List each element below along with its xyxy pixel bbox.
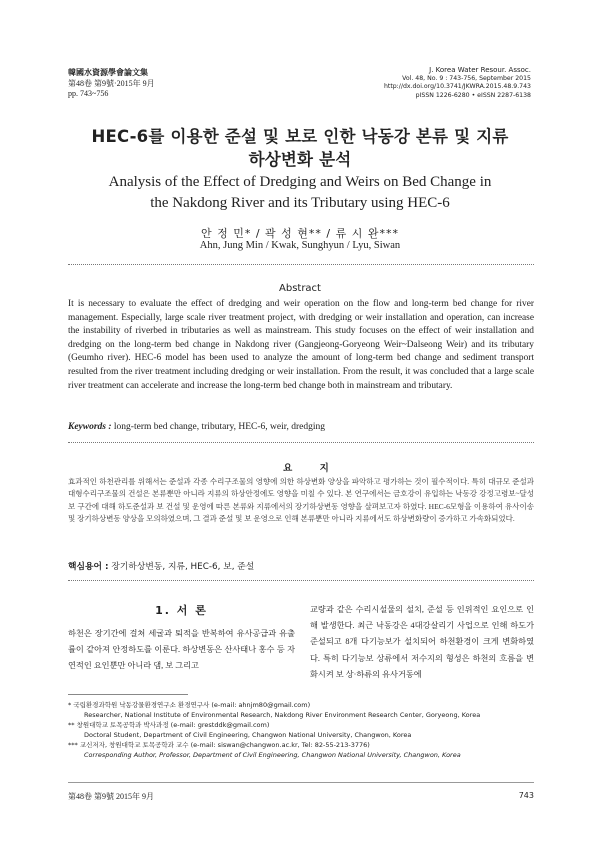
journal-name-ko: 韓國水資源學會論文集 [68,68,148,77]
volume-en: Vol. 48, No. 9 : 743-756, September 2015 [402,74,531,82]
keywords-ko [68,559,254,572]
yoyak-heading: 요 지 [283,463,341,474]
doi-link[interactable]: http://dx.doi.org/10.3741/JKWRA.2015.48.9.743 [383,83,531,91]
divider-mid [68,442,534,443]
title-en-line1: Analysis of the Effect of Dredging and Weirs on Bed Change in [108,174,492,190]
footnote-3-en: Corresponding Author, Professor, Department of Civil Engineering, Changwon National University, Changwon, Korea [84,751,461,759]
footnote-1-en: Researcher, National Institute of Environmental Research, Nakdong River Environment Research Center, Goryeong, Korea [84,711,481,719]
title-ko-line2: 하상변화 분석 [248,150,352,169]
title-en-line2: the Nakdong River and its Tributary using HEC-6 [150,195,450,211]
footnote-rule [68,694,188,695]
section-heading-intro: 1. 서 론 [155,604,208,617]
footnote-ko: 국립환경과학원 낙동강물환경연구소 환경연구사 (e-mail: ahnjm80@gmail.com) [73,701,311,709]
divider-bottom [68,580,534,581]
intro-right-column: 교량과 같은 수리시설물의 설치, 준설 등 인위적인 요인으로 인해 발생한다. 최근 낙동강은 4대강살리기 사업으로 인해 하도가 준설되고 8개 다기능보가 설치되어 하천환경이 크게 변화하였다. 특히 다기능보 상류에서 저수지의 형성은 하천의 흐름을 변화시켜 보 상·하류의 유사거동에 [310,605,534,679]
authors-english: Ahn, Jung Min / Kwak, Sunghyun / Lyu, Siwan [199,240,401,251]
title-korean [0,125,600,171]
title-ko-line1: HEC-6를 이용한 준설 및 보로 인한 낙동강 본류 및 지류 [91,127,509,146]
footnote-ko: 창원대학교 토목공학과 박사과정 (e-mail: grestddk@gmail.com) [76,721,270,729]
authors-korean: 안 정 민* / 곽 성 현** / 류 시 완*** [200,227,399,240]
footnote-ko: 교신저자, 창원대학교 토목공학과 교수 (e-mail: siswan@changwon.ac.kr, Tel: 82-55-213-3776) [79,741,370,749]
keywords-ko-value: 장기하상변동, 지류, HEC-6, 보, 준설 [111,562,255,572]
abstract-text: It is necessary to evaluate the effect of dredging and weir operation on the flow and long-term bed change for river management. Especially, large scale river treatment project, with dredging or weir installation and operation, can increase the instability of riverbed in tributaries as well as mainstream. This study focuses on the effect of weir installation and dredging on the long-term bed change in Nakdong river (Gangjeong-Goryeong Weir~Dalseong Weir) and its tributary (Geumho river). HEC-6 model has been used to analyze the amount of long-term bed change and sediment transport resulted from the river treatment including dredging or weir installation. From the result, it was concluded that a large scale river treatment can accelerate and increase the long-term bed change both in mainstream and tributary. [68,299,534,391]
page-number: 743 [518,791,534,800]
footnote-mark: *** [68,741,78,749]
footnote-1 [68,700,538,710]
abstract-heading: Abstract [279,283,321,294]
footnote-2 [68,720,538,730]
divider-top [68,264,534,265]
footnotes [68,700,538,760]
footer-rule [68,782,534,783]
keywords-en [68,422,325,432]
keywords-value: long-term bed change, tributary, HEC-6, weir, dredging [113,422,326,432]
issn: pISSN 1226-6280 • eISSN 2287-6138 [415,91,531,99]
title-english [0,172,600,214]
footnote-mark: * [68,701,72,709]
footnote-2-en: Doctoral Student, Department of Civil Engineering, Changwon National University, Changwon, Korea [84,731,412,739]
keywords-label: Keywords : [68,422,112,432]
volume-ko: 第48卷 第9號·2015年 9月 [68,78,155,88]
journal-header-left [68,68,155,100]
keywords-ko-label: 핵심용어 : [68,562,109,572]
footer-volume: 第48卷 第9號 2015年 9月 [68,792,154,801]
journal-name-en: J. Korea Water Resour. Assoc. [429,66,531,74]
yoyak-text: 효과적인 하천관리를 위해서는 준설과 각종 수리구조물의 영향에 의한 하상변화 양상을 파악하고 평가하는 것이 필수적이다. 특히 대규모 준설과 대형수리구조물의 건설은 본류뿐만 아니라 지류의 하상안정에도 영향을 미칠 수 있다. 본 연구에서는 금호강이 유입하는 낙동강 강정고령보~달성보 구간에 대해 하도준설과 보 건설 및 운영에 따른 본류와 지류에서의 장기하상변동 영향을 살펴보고자 하였다. HEC-6모형을 이용하여 유사이송 및 장기하상변동 양상을 모의하였으며, 그 결과 준설 및 보 운영으로 인해 본류뿐만 아니라 지류에서도 하상변화량이 증가하고 가속화되었다. [68,477,534,524]
intro-left-column: 하천은 장기간에 걸쳐 세굴과 퇴적을 반복하여 유사공급과 유출률이 같아져 안정하도를 이룬다. 하상변동은 산사태나 홍수 등 자연적인 요인뿐만 아니라 댐, 보 그리고 [68,629,295,671]
journal-header-right [384,66,531,100]
pages-ko: pp. 743~756 [68,89,109,98]
footnote-mark: ** [68,721,75,729]
footnote-3 [68,740,538,750]
